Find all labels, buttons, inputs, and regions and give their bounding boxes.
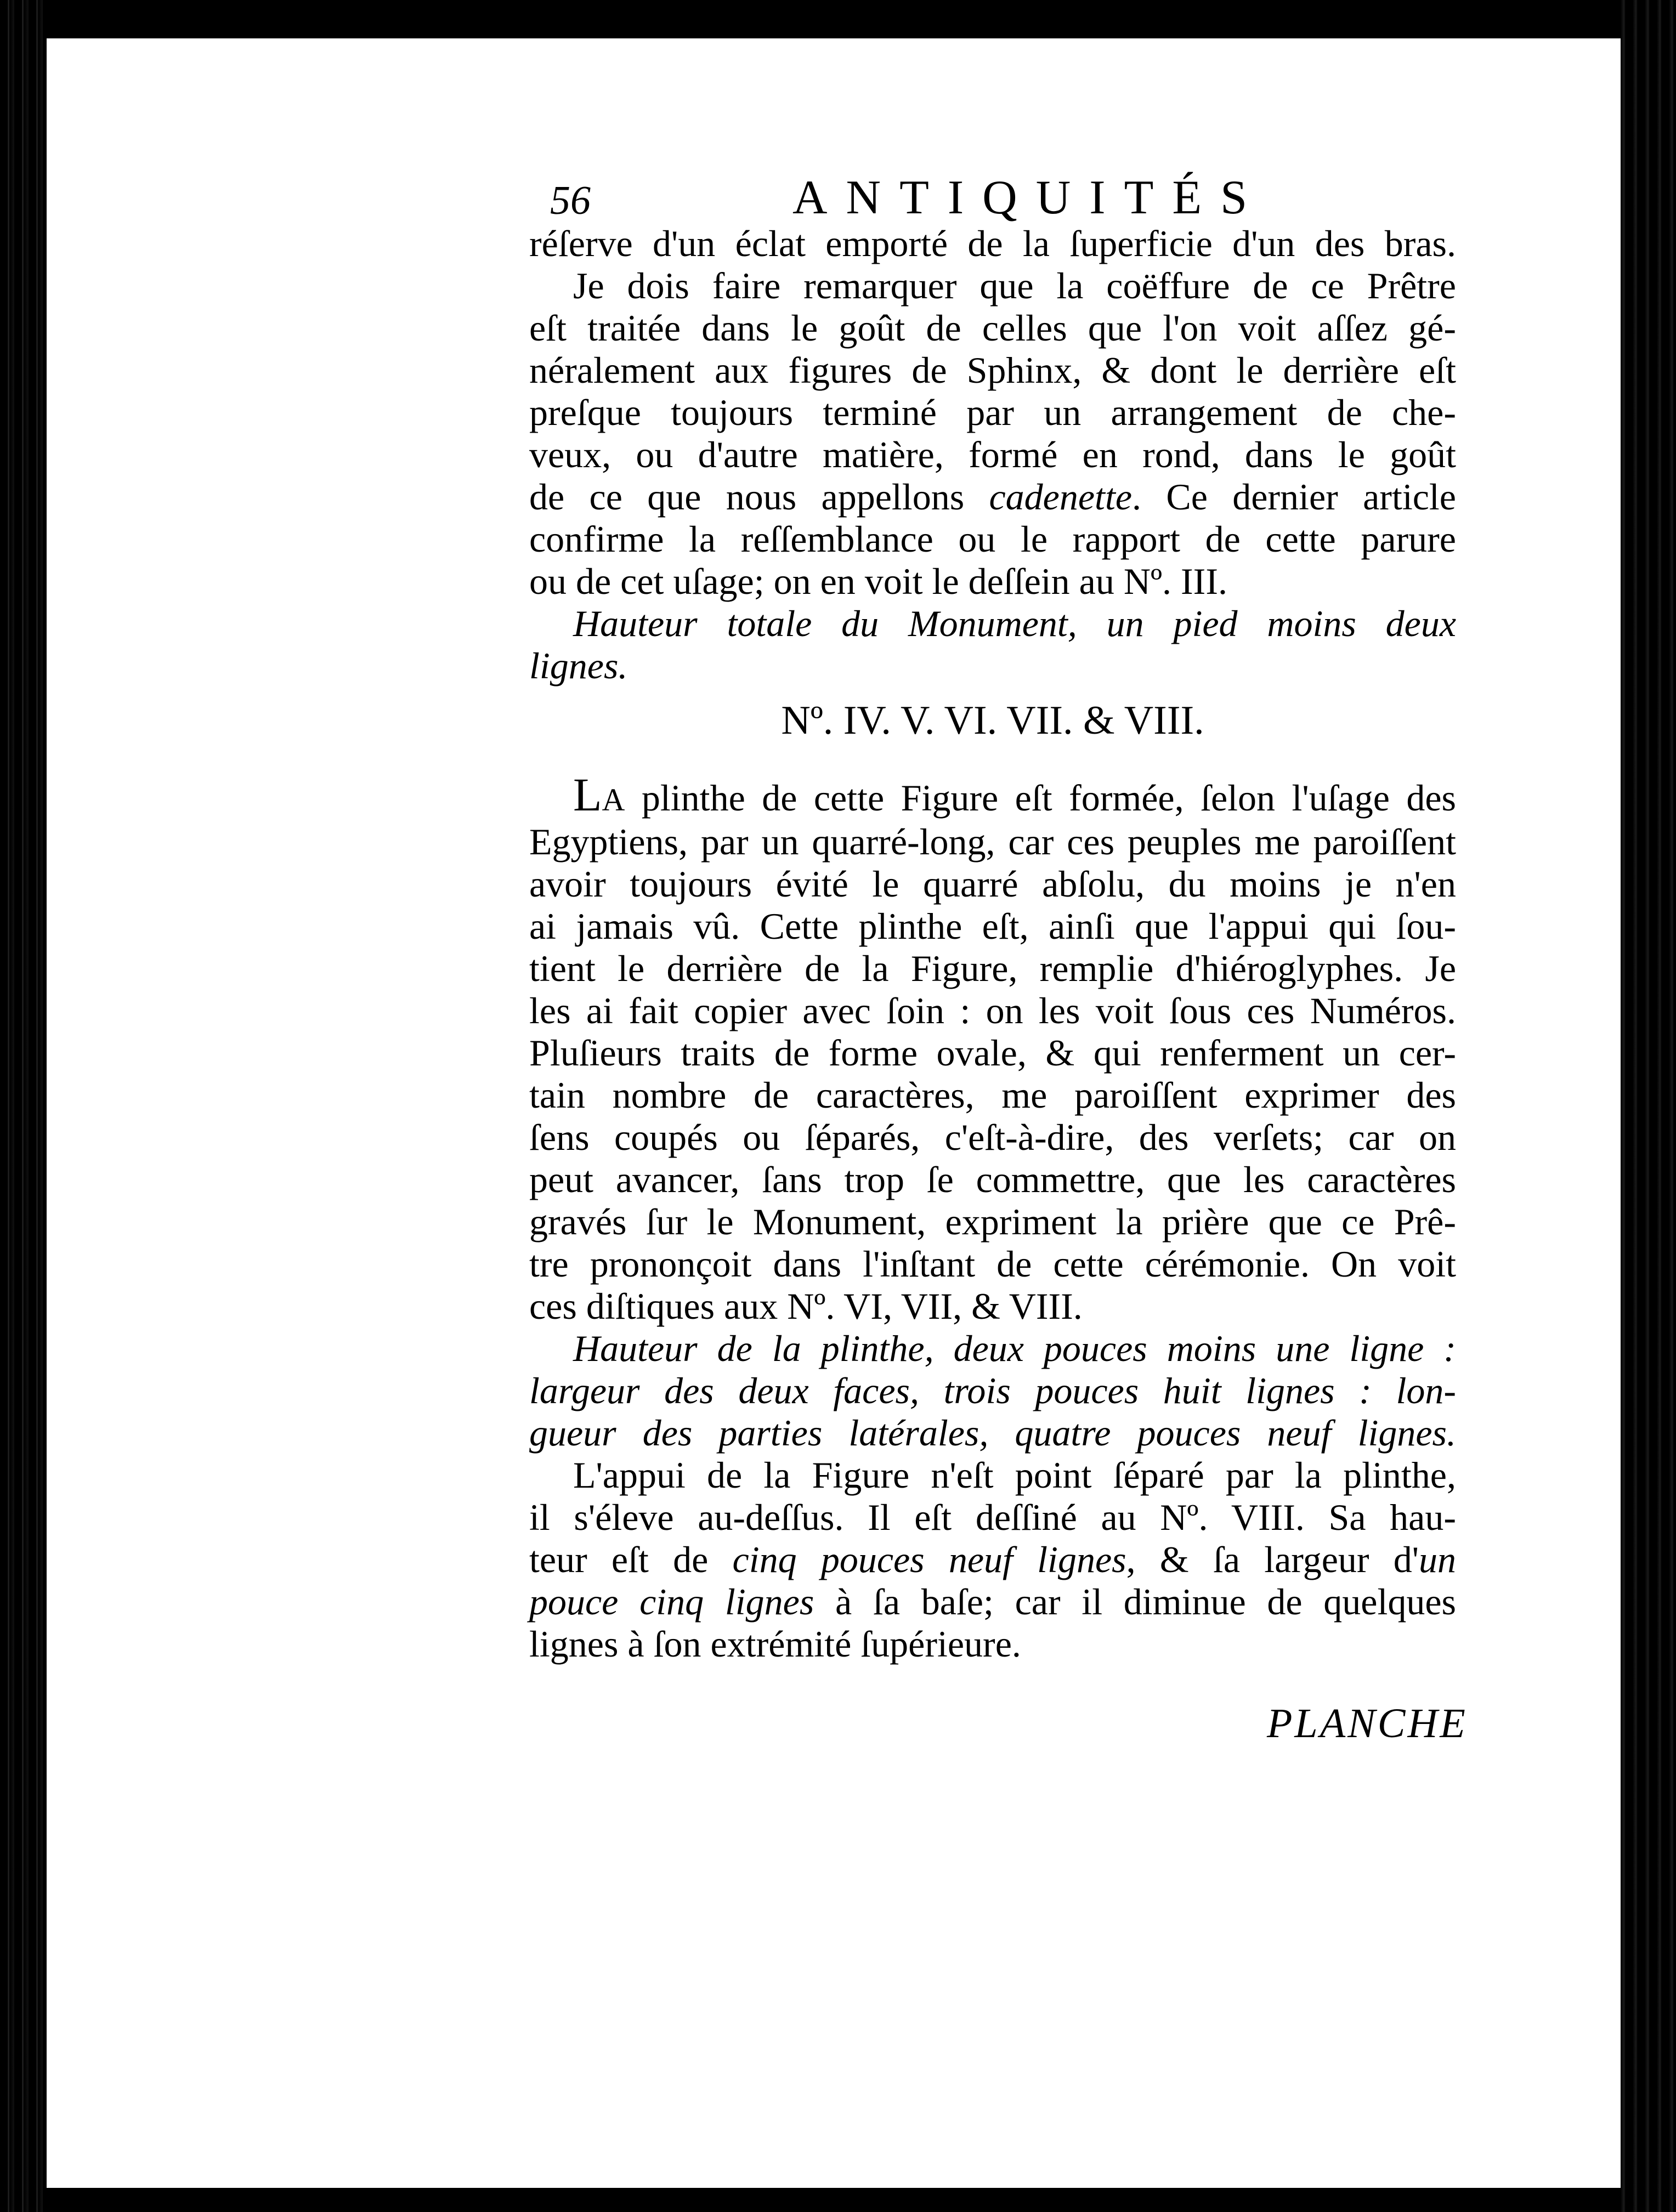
text-run: plinthe de cette Figure eſt formée, ſelon l'uſage des: [625, 777, 1456, 819]
scan-border-left: [0, 0, 47, 2212]
paragraph-3-measurement: [529, 603, 1456, 687]
page-number: 56: [550, 178, 591, 223]
paragraph-6: [529, 1454, 1456, 1665]
text-line: confirme la reſſemblance ou le rapport de cette parure: [529, 518, 1456, 560]
text-line: ou de cet uſage; on en voit le deſſein au Nº. III.: [529, 560, 1227, 602]
italic-term: cinq pouces neuf lignes: [732, 1539, 1126, 1580]
text-line: peut avancer, ſans trop ſe commettre, que les caractères: [529, 1159, 1456, 1200]
catchword: PLANCHE: [1267, 1700, 1468, 1746]
text-line: [529, 1581, 1456, 1623]
text-run: . Ce dernier article: [1132, 476, 1456, 518]
text-line: Je dois faire remarquer que la coëffure de ce Prêtre: [573, 265, 1456, 307]
text-line: [529, 476, 1456, 518]
text-block: [529, 170, 1456, 1665]
text-line: gueur des parties latérales, quatre pouces neuf lignes.: [529, 1412, 1456, 1454]
text-line: Hauteur de la plinthe, deux pouces moins une ligne :: [573, 1328, 1456, 1369]
text-line: Egyptiens, par un quarré-long, car ces peuples me paroiſſent: [529, 821, 1456, 863]
text-line: ſens coupés ou ſéparés, c'eſt-à-dire, des verſets; car on: [529, 1116, 1456, 1158]
text-line: [529, 1539, 1456, 1581]
text-run: teur eſt de: [529, 1539, 733, 1580]
paragraph-1: [529, 223, 1456, 265]
paragraph-5-measurement: [529, 1328, 1456, 1454]
running-title: ANTIQUITÉS: [792, 171, 1266, 224]
paragraph-2: [529, 265, 1456, 603]
scan-border-right: [1621, 0, 1676, 2212]
text-line: lignes.: [529, 645, 628, 687]
text-line: ai jamais vû. Cette plinthe eſt, ainſi que l'appui qui ſou-: [529, 905, 1456, 947]
italic-term: pouce cinq lignes: [529, 1581, 814, 1623]
text-line: largeur des deux faces, trois pouces huit lignes : lon-: [529, 1370, 1456, 1411]
text-line: [529, 768, 1456, 821]
text-run: de ce que nous appellons: [529, 476, 989, 518]
text-line: réſerve d'un éclat emporté de la ſuperficie d'un des bras.: [529, 223, 1456, 264]
text-line: tain nombre de caractères, me paroiſſent exprimer des: [529, 1074, 1456, 1116]
text-line: gravés ſur le Monument, expriment la prière que ce Prê-: [529, 1201, 1456, 1243]
small-cap-letter: A: [602, 782, 625, 818]
text-line: Hauteur totale du Monument, un pied moins deux: [573, 603, 1456, 644]
initial-letter: L: [573, 768, 602, 821]
text-line: L'appui de la Figure n'eſt point ſéparé par la plinthe,: [573, 1454, 1456, 1496]
italic-term: cadenette: [989, 476, 1133, 518]
text-line: Pluſieurs traits de forme ovale, & qui renferment un cer-: [529, 1032, 1456, 1074]
text-line: tient le derrière de la Figure, remplie d'hiéroglyphes. Je: [529, 948, 1456, 989]
text-line: il s'éleve au-deſſus. Il eſt deſſiné au Nº. VIII. Sa hau-: [529, 1496, 1456, 1538]
section-heading: Nº. IV. V. VI. VII. & VIII.: [781, 698, 1204, 743]
text-line: tre prononçoit dans l'inſtant de cette cérémonie. On voit: [529, 1243, 1456, 1285]
text-run: à ſa baſe; car il diminue de quelques: [814, 1581, 1456, 1623]
text-line: néralement aux figures de Sphinx, & dont le derrière eſt: [529, 349, 1456, 391]
text-line: avoir toujours évité le quarré abſolu, du moins je n'en: [529, 863, 1456, 905]
italic-term: un: [1419, 1539, 1456, 1580]
text-run: , & ſa largeur d': [1126, 1539, 1419, 1580]
text-line: lignes à ſon extrémité ſupérieure.: [529, 1623, 1021, 1665]
paragraph-4: [529, 768, 1456, 1328]
text-line: preſque toujours terminé par un arrangement de che-: [529, 392, 1456, 433]
text-line: ces diſtiques aux Nº. VI, VII, & VIII.: [529, 1285, 1083, 1327]
text-line: les ai fait copier avec ſoin : on les voit ſous ces Numéros.: [529, 990, 1456, 1031]
text-line: veux, ou d'autre matière, formé en rond, dans le goût: [529, 434, 1456, 475]
text-line: eſt traitée dans le goût de celles que l'on voit aſſez gé-: [529, 307, 1456, 349]
running-head: [529, 170, 1456, 223]
